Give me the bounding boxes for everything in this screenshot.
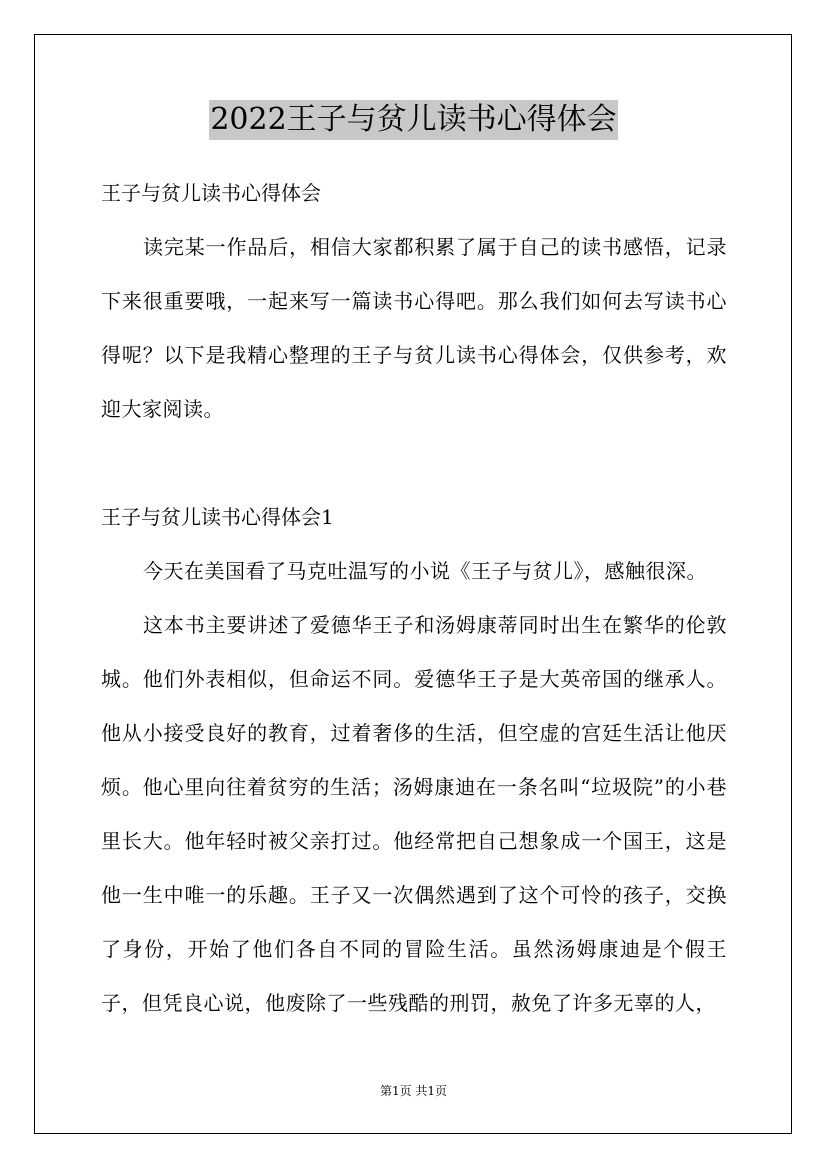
document-title: 2022王子与贫儿读书心得体会 [209,100,617,140]
title-container [0,100,827,140]
document-heading: 王子与贫儿读书心得体会 [101,181,321,205]
intro-paragraph: 读完某一作品后，相信大家都积累了属于自己的读书感悟，记录下来很重要哦，一起来写一篇读书心得吧。那么我们如何去写读书心得呢？以下是我精心整理的王子与贫儿读书心得体会，仅供参考，欢迎大家阅读。 [101,235,727,421]
page-footer: 第1页 共1页 [379,1084,448,1098]
paragraph-gap [101,436,727,490]
body-paragraph: 今天在美国看了马克吐温写的小说《王子与贫儿》，感触很深。 [143,559,707,583]
document-body [101,166,727,1030]
section-heading: 王子与贫儿读书心得体会1 [101,505,334,529]
body-paragraph: 这本书主要讲述了爱德华王子和汤姆康蒂同时出生在繁华的伦敦城。他们外表相似，但命运不同。爱德华王子是大英帝国的继承人。他从小接受良好的教育，过着奢侈的生活，但空虚的宫廷生活让他厌烦。他心里向往着贫穷的生活；汤姆康迪在一条名叫“垃圾院”的小巷里长大。他年轻时被父亲打过。他经常把自己想象成一个国王，这是他一生中唯一的乐趣。王子又一次偶然遇到了这个可怜的孩子，交换了身份，开始了他们各自不同的冒险生活。虽然汤姆康迪是个假王子，但凭良心说，他废除了一些残酷的刑罚，赦免了许多无辜的人， [101,613,727,1015]
